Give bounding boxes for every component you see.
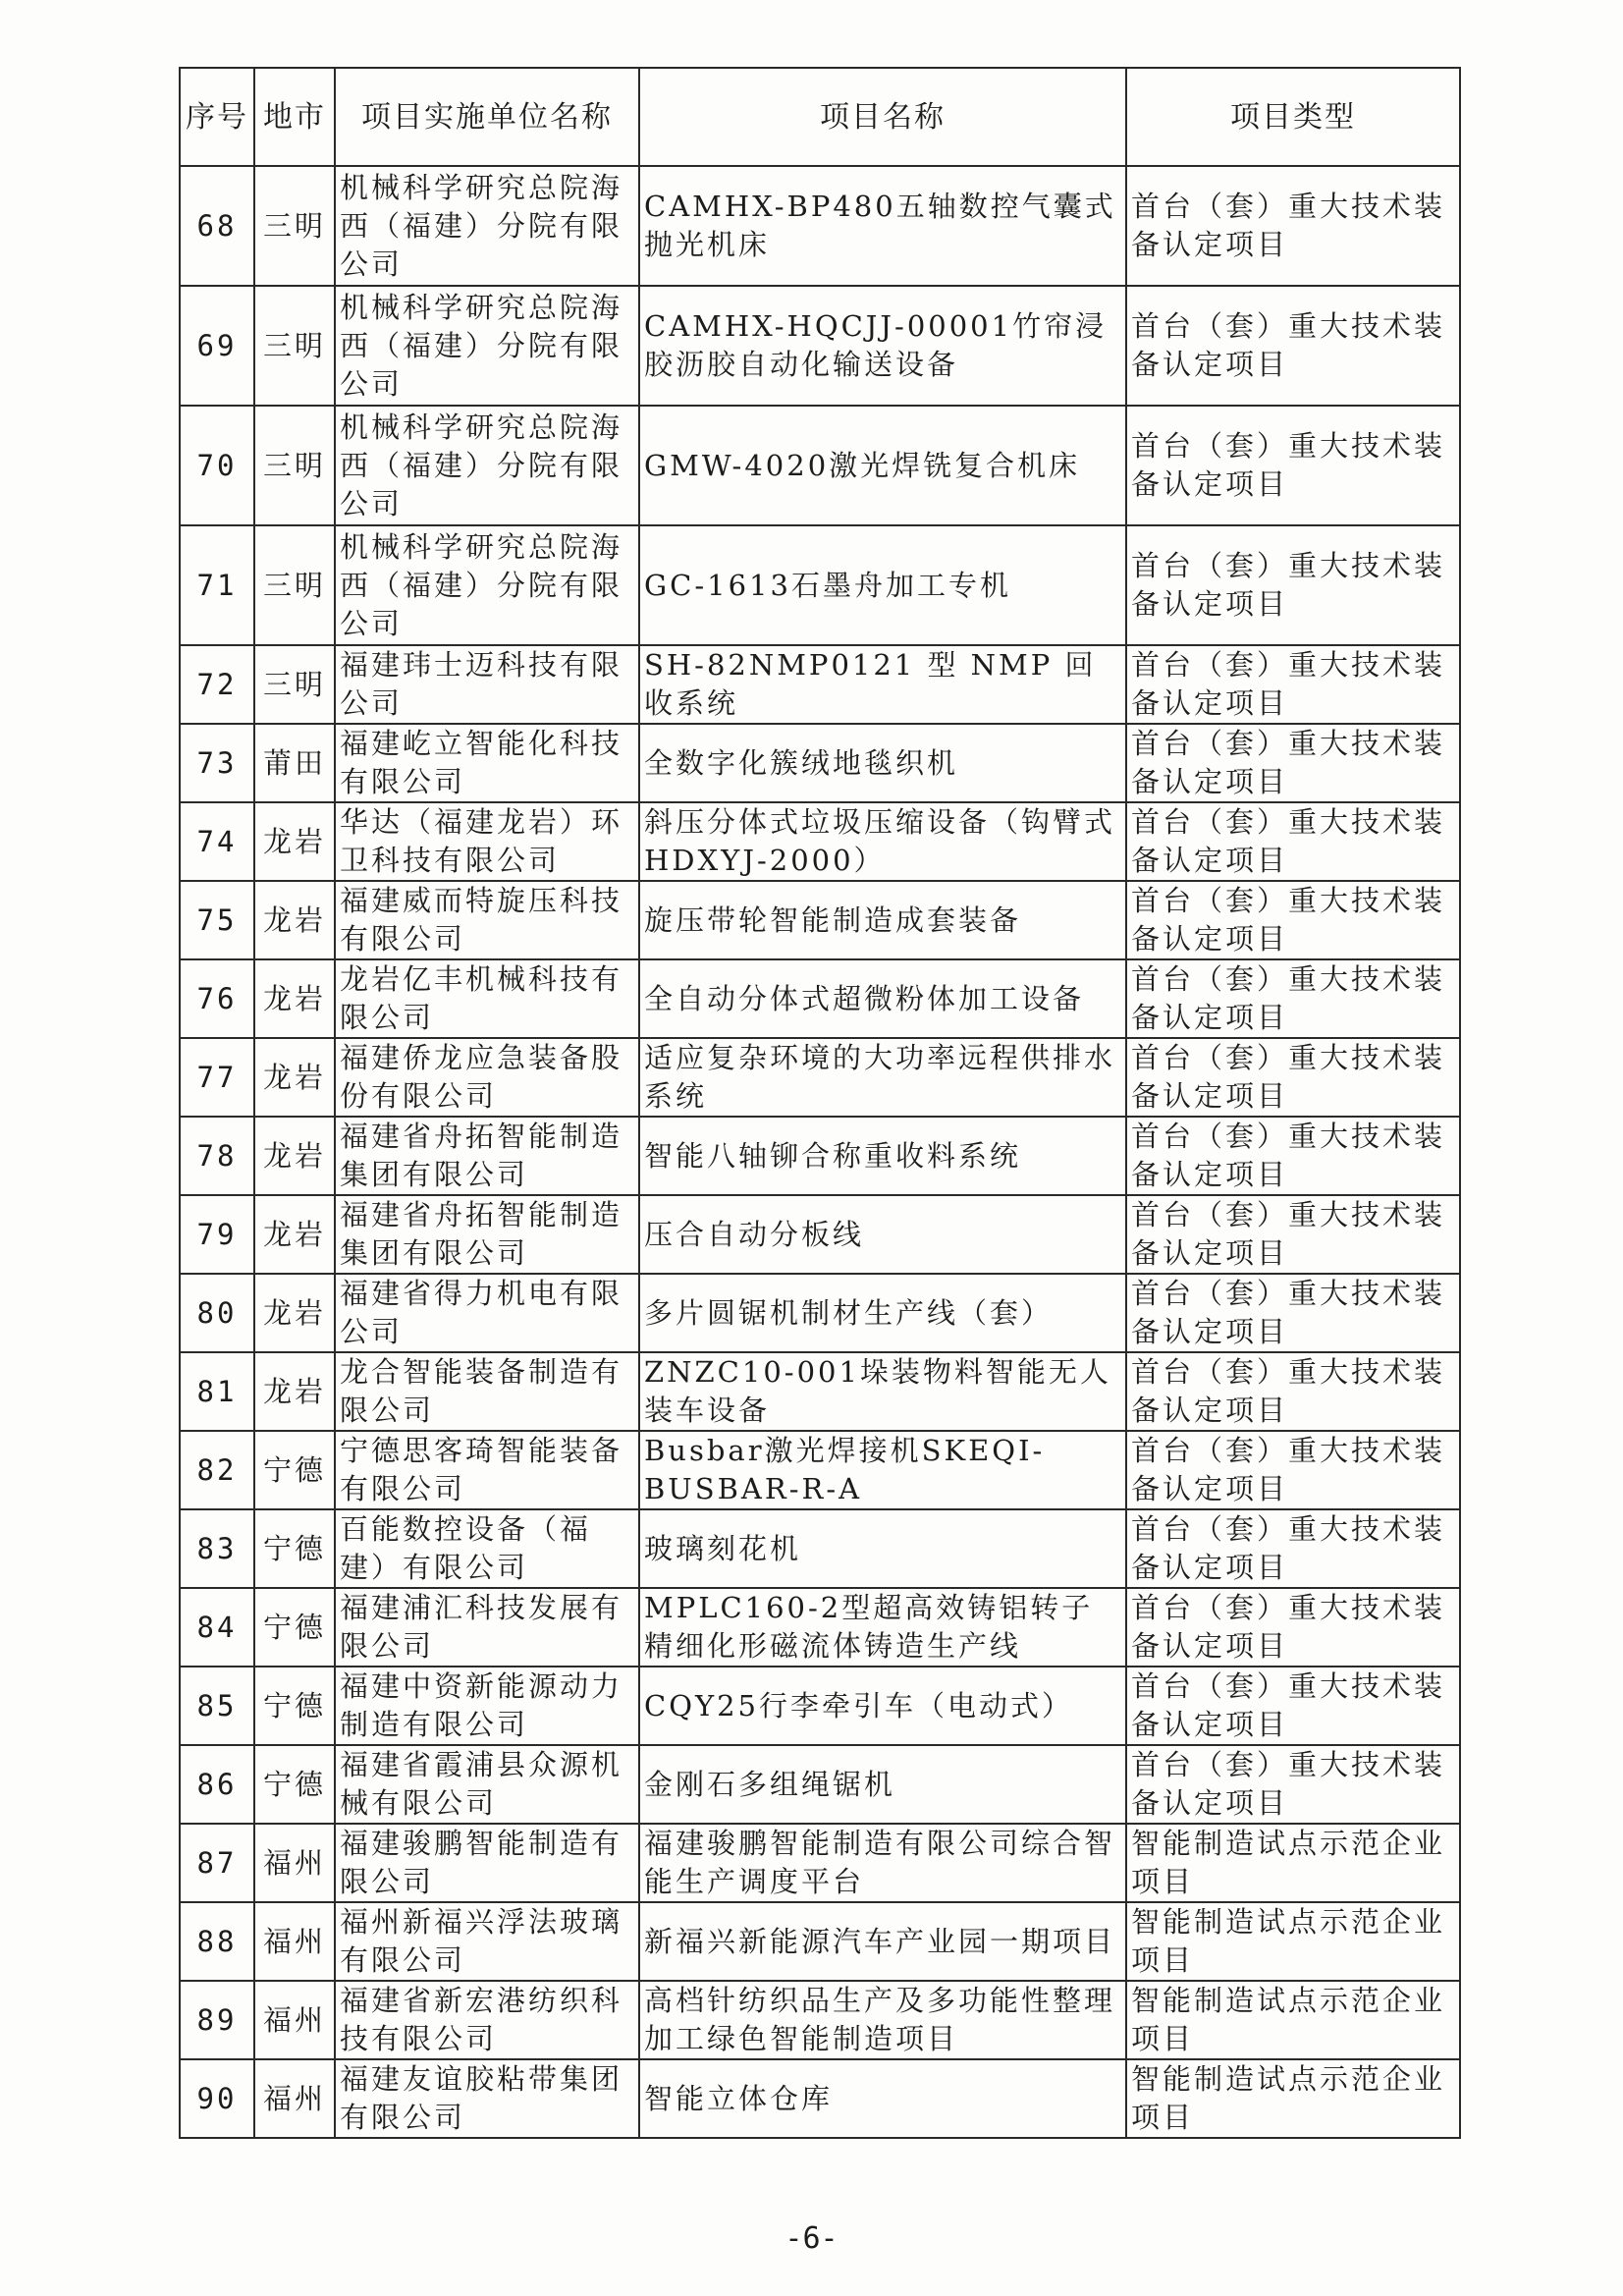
table-row <box>180 1745 1460 1824</box>
row-implementing-unit: 福建中资新能源动力制造有限公司 <box>335 1667 639 1745</box>
row-city: 宁德 <box>254 1588 335 1667</box>
row-implementing-unit: 机械科学研究总院海西（福建）分院有限公司 <box>335 525 639 645</box>
table-row <box>180 525 1460 645</box>
table-row <box>180 959 1460 1038</box>
table-row <box>180 286 1460 406</box>
table-row <box>180 1352 1460 1431</box>
row-serial-number: 72 <box>180 645 254 724</box>
row-project-type: 智能制造试点示范企业项目 <box>1126 1824 1460 1902</box>
row-serial-number: 83 <box>180 1509 254 1588</box>
row-project-type: 首台（套）重大技术装备认定项目 <box>1126 1745 1460 1824</box>
row-serial-number: 80 <box>180 1274 254 1352</box>
row-project-type: 首台（套）重大技术装备认定项目 <box>1126 724 1460 802</box>
table-row <box>180 1902 1460 1981</box>
row-city: 龙岩 <box>254 1352 335 1431</box>
row-serial-number: 69 <box>180 286 254 406</box>
row-serial-number: 73 <box>180 724 254 802</box>
row-project-name: 新福兴新能源汽车产业园一期项目 <box>639 1902 1126 1981</box>
row-serial-number: 86 <box>180 1745 254 1824</box>
row-serial-number: 82 <box>180 1431 254 1509</box>
row-project-name: MPLC160-2型超高效铸铝转子精细化形磁流体铸造生产线 <box>639 1588 1126 1667</box>
row-serial-number: 70 <box>180 406 254 525</box>
table-row <box>180 1667 1460 1745</box>
row-project-name: 多片圆锯机制材生产线（套） <box>639 1274 1126 1352</box>
row-implementing-unit: 百能数控设备（福建）有限公司 <box>335 1509 639 1588</box>
row-city: 宁德 <box>254 1667 335 1745</box>
header-project-type: 项目类型 <box>1126 68 1460 166</box>
row-city: 福州 <box>254 2059 335 2138</box>
row-project-type: 首台（套）重大技术装备认定项目 <box>1126 286 1460 406</box>
row-implementing-unit: 福建省得力机电有限公司 <box>335 1274 639 1352</box>
row-project-name: CQY25行李牵引车（电动式） <box>639 1667 1126 1745</box>
row-project-type: 首台（套）重大技术装备认定项目 <box>1126 166 1460 286</box>
row-project-name: 智能八轴铆合称重收料系统 <box>639 1117 1126 1195</box>
row-serial-number: 89 <box>180 1981 254 2059</box>
row-city: 莆田 <box>254 724 335 802</box>
row-city: 三明 <box>254 645 335 724</box>
row-project-name: ZNZC10-001垛装物料智能无人装车设备 <box>639 1352 1126 1431</box>
row-serial-number: 87 <box>180 1824 254 1902</box>
row-project-type: 首台（套）重大技术装备认定项目 <box>1126 959 1460 1038</box>
row-project-type: 首台（套）重大技术装备认定项目 <box>1126 1588 1460 1667</box>
row-serial-number: 85 <box>180 1667 254 1745</box>
row-implementing-unit: 福建屹立智能化科技有限公司 <box>335 724 639 802</box>
row-project-type: 首台（套）重大技术装备认定项目 <box>1126 645 1460 724</box>
row-city: 三明 <box>254 406 335 525</box>
row-project-name: 高档针纺织品生产及多功能性整理加工绿色智能制造项目 <box>639 1981 1126 2059</box>
row-serial-number: 71 <box>180 525 254 645</box>
row-project-name: 全数字化簇绒地毯织机 <box>639 724 1126 802</box>
header-project-name: 项目名称 <box>639 68 1126 166</box>
row-project-type: 首台（套）重大技术装备认定项目 <box>1126 881 1460 959</box>
row-implementing-unit: 宁德思客琦智能装备有限公司 <box>335 1431 639 1509</box>
row-city: 福州 <box>254 1902 335 1981</box>
row-project-name: GMW-4020激光焊铣复合机床 <box>639 406 1126 525</box>
row-serial-number: 78 <box>180 1117 254 1195</box>
row-city: 福州 <box>254 1981 335 2059</box>
row-city: 宁德 <box>254 1745 335 1824</box>
row-project-name: 压合自动分板线 <box>639 1195 1126 1274</box>
row-serial-number: 74 <box>180 802 254 881</box>
row-implementing-unit: 福建骏鹏智能制造有限公司 <box>335 1824 639 1902</box>
row-serial-number: 68 <box>180 166 254 286</box>
row-implementing-unit: 福建玮士迈科技有限公司 <box>335 645 639 724</box>
row-project-type: 首台（套）重大技术装备认定项目 <box>1126 1509 1460 1588</box>
row-project-type: 智能制造试点示范企业项目 <box>1126 1902 1460 1981</box>
row-city: 三明 <box>254 525 335 645</box>
row-project-type: 首台（套）重大技术装备认定项目 <box>1126 1117 1460 1195</box>
row-project-type: 首台（套）重大技术装备认定项目 <box>1126 802 1460 881</box>
table-row <box>180 1038 1460 1117</box>
row-project-type: 首台（套）重大技术装备认定项目 <box>1126 1352 1460 1431</box>
row-city: 龙岩 <box>254 881 335 959</box>
row-implementing-unit: 福州新福兴浮法玻璃有限公司 <box>335 1902 639 1981</box>
table-row <box>180 1509 1460 1588</box>
row-serial-number: 81 <box>180 1352 254 1431</box>
header-city: 地市 <box>254 68 335 166</box>
row-city: 三明 <box>254 286 335 406</box>
row-project-type: 首台（套）重大技术装备认定项目 <box>1126 1431 1460 1509</box>
row-project-name: 福建骏鹏智能制造有限公司综合智能生产调度平台 <box>639 1824 1126 1902</box>
row-serial-number: 79 <box>180 1195 254 1274</box>
row-implementing-unit: 福建省舟拓智能制造集团有限公司 <box>335 1195 639 1274</box>
row-project-name: 适应复杂环境的大功率远程供排水系统 <box>639 1038 1126 1117</box>
table-row <box>180 406 1460 525</box>
row-implementing-unit: 福建浦汇科技发展有限公司 <box>335 1588 639 1667</box>
row-city: 龙岩 <box>254 959 335 1038</box>
row-serial-number: 90 <box>180 2059 254 2138</box>
row-implementing-unit: 福建侨龙应急装备股份有限公司 <box>335 1038 639 1117</box>
row-implementing-unit: 龙合智能装备制造有限公司 <box>335 1352 639 1431</box>
row-project-type: 智能制造试点示范企业项目 <box>1126 2059 1460 2138</box>
row-project-name: GC-1613石墨舟加工专机 <box>639 525 1126 645</box>
row-serial-number: 76 <box>180 959 254 1038</box>
row-implementing-unit: 机械科学研究总院海西（福建）分院有限公司 <box>335 406 639 525</box>
row-project-name: SH-82NMP0121 型 NMP 回收系统 <box>639 645 1126 724</box>
table-row <box>180 1981 1460 2059</box>
row-city: 龙岩 <box>254 1274 335 1352</box>
table-row <box>180 881 1460 959</box>
table-row <box>180 1431 1460 1509</box>
page-number: -6- <box>784 2221 839 2256</box>
row-implementing-unit: 福建省新宏港纺织科技有限公司 <box>335 1981 639 2059</box>
table-header-row <box>180 68 1460 166</box>
table-row <box>180 802 1460 881</box>
row-implementing-unit: 福建友谊胶粘带集团有限公司 <box>335 2059 639 2138</box>
row-project-name: Busbar激光焊接机SKEQI-BUSBAR-R-A <box>639 1431 1126 1509</box>
row-project-type: 首台（套）重大技术装备认定项目 <box>1126 1274 1460 1352</box>
table-row <box>180 166 1460 286</box>
row-city: 三明 <box>254 166 335 286</box>
project-list-table <box>179 67 1461 2139</box>
table-row <box>180 645 1460 724</box>
row-project-type: 智能制造试点示范企业项目 <box>1126 1981 1460 2059</box>
row-serial-number: 84 <box>180 1588 254 1667</box>
row-project-type: 首台（套）重大技术装备认定项目 <box>1126 1667 1460 1745</box>
row-serial-number: 75 <box>180 881 254 959</box>
row-project-name: 玻璃刻花机 <box>639 1509 1126 1588</box>
table-row <box>180 1588 1460 1667</box>
row-implementing-unit: 福建省霞浦县众源机械有限公司 <box>335 1745 639 1824</box>
table-row <box>180 1117 1460 1195</box>
row-city: 宁德 <box>254 1431 335 1509</box>
row-project-type: 首台（套）重大技术装备认定项目 <box>1126 1038 1460 1117</box>
table-row <box>180 1824 1460 1902</box>
row-project-name: 斜压分体式垃圾压缩设备（钩臂式HDXYJ-2000） <box>639 802 1126 881</box>
row-implementing-unit: 机械科学研究总院海西（福建）分院有限公司 <box>335 286 639 406</box>
row-project-name: 智能立体仓库 <box>639 2059 1126 2138</box>
row-implementing-unit: 龙岩亿丰机械科技有限公司 <box>335 959 639 1038</box>
row-implementing-unit: 华达（福建龙岩）环卫科技有限公司 <box>335 802 639 881</box>
row-project-type: 首台（套）重大技术装备认定项目 <box>1126 525 1460 645</box>
header-serial-number: 序号 <box>180 68 254 166</box>
header-implementing-unit: 项目实施单位名称 <box>335 68 639 166</box>
row-city: 龙岩 <box>254 802 335 881</box>
table-row <box>180 724 1460 802</box>
row-implementing-unit: 福建威而特旋压科技有限公司 <box>335 881 639 959</box>
row-project-name: 全自动分体式超微粉体加工设备 <box>639 959 1126 1038</box>
row-city: 龙岩 <box>254 1117 335 1195</box>
table-row <box>180 2059 1460 2138</box>
row-implementing-unit: 机械科学研究总院海西（福建）分院有限公司 <box>335 166 639 286</box>
row-project-name: 旋压带轮智能制造成套装备 <box>639 881 1126 959</box>
row-implementing-unit: 福建省舟拓智能制造集团有限公司 <box>335 1117 639 1195</box>
row-project-type: 首台（套）重大技术装备认定项目 <box>1126 1195 1460 1274</box>
row-serial-number: 77 <box>180 1038 254 1117</box>
row-city: 福州 <box>254 1824 335 1902</box>
row-project-type: 首台（套）重大技术装备认定项目 <box>1126 406 1460 525</box>
row-project-name: CAMHX-BP480五轴数控气囊式抛光机床 <box>639 166 1126 286</box>
row-serial-number: 88 <box>180 1902 254 1981</box>
row-project-name: 金刚石多组绳锯机 <box>639 1745 1126 1824</box>
row-city: 龙岩 <box>254 1038 335 1117</box>
table-row <box>180 1195 1460 1274</box>
row-city: 宁德 <box>254 1509 335 1588</box>
table-row <box>180 1274 1460 1352</box>
row-project-name: CAMHX-HQCJJ-00001竹帘浸胶沥胶自动化输送设备 <box>639 286 1126 406</box>
row-city: 龙岩 <box>254 1195 335 1274</box>
